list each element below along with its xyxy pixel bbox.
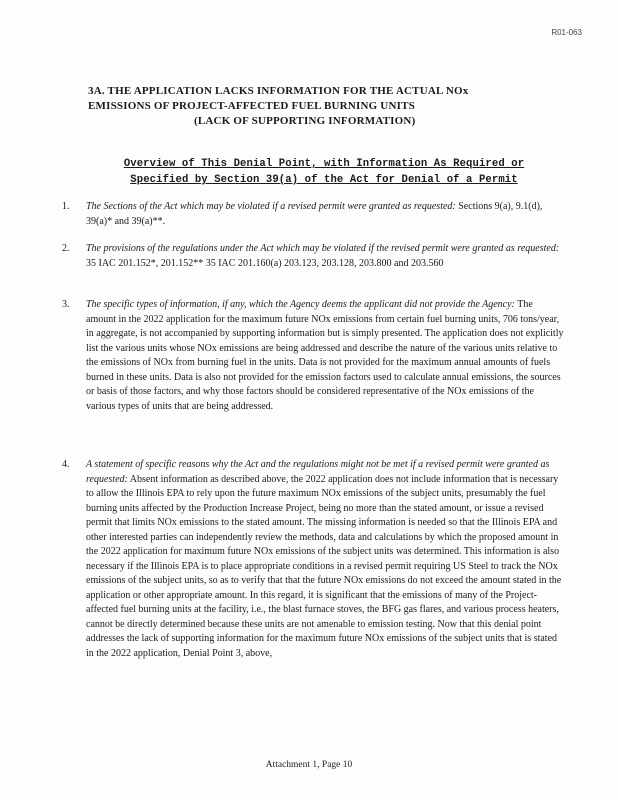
item-number: 4. xyxy=(62,459,70,470)
item-italic-lead: The provisions of the regulations under the Act which may be violated if the revised permit were granted as requested: xyxy=(86,243,560,254)
page-footer: Attachment 1, Page 10 xyxy=(265,760,353,770)
list-item xyxy=(62,298,564,414)
item-number: 1. xyxy=(62,201,70,212)
item-text xyxy=(86,458,564,661)
item-body: The amount in the 2022 application for the maximum future NOx emissions from certain fuel burning units, 706 tons/year, in aggregate, is not accompanied by supporting information but is simply presented. The application does not explicitly list the various units whose NOx emissions are being addressed and describe the nature of the various units relative to the emissions of NOx from burning fuel in the units. Data is not provided for the maximum annual amounts of fuels burned in these units. Data is also not provided for the emission factors used to calculate annual emissions, the sources or basis of those factors, and why those factors should be considered representative of the NOx emissions of the various types of units that are being addressed. xyxy=(86,299,564,412)
list-item xyxy=(62,458,564,661)
overview-title-line-1: Overview of This Denial Point, with Information As Required or xyxy=(123,158,525,170)
item-text xyxy=(86,242,564,271)
item-body: Absent information as described above, the 2022 application does not include information that is necessary to allow the Illinois EPA to rely upon the future maximum NOx emissions of the subject units, presumably the fuel burning units affected by the Production Increase Project, being no more than the stated amount, or issue a revised permit that limits NOx emissions to the stated amount. The missing information is needed so that the Illinois EPA and other interested parties can independently review the methods, data and calculations by which the proposed amount in the 2022 application for maximum future NOx emissions of the subject units was determined. This information is also necessary if the Illinois EPA is to place appropriate conditions in a revised permit requiring US Steel to track the NOx emissions of the subject units, so as to verify that that the future NOx emissions do not exceed the amount stated in the application or other appropriate amount. In this regard, it is significant that the emissions of many of the Project-affected fuel burning units at the facility, i.e., the blast furnace stoves, the BFG gas flares, and various process heaters, cannot be directly determined because these units are not amenable to emission testing. Now that this denial point addresses the lack of supporting information for the maximum future NOx emissions of the subject units that is stated in the 2022 application, Denial Point 3, above, xyxy=(86,473,562,659)
section-heading xyxy=(88,84,548,129)
list-item xyxy=(62,200,564,229)
item-text xyxy=(86,298,564,414)
list-item xyxy=(62,242,564,271)
item-italic-lead: The specific types of information, if any, which the Agency deems the applicant did not provide the Agency: xyxy=(86,299,515,310)
item-body: 35 IAC 201.152*, 201.152** 35 IAC 201.160(a) 203.123, 203.128, 203.800 and 203.560 xyxy=(86,257,444,269)
item-text xyxy=(86,200,564,229)
item-body: Sections 9(a), 9.1(d), 39(a)* and 39(a)**. xyxy=(86,201,543,227)
section-heading-line-2: EMISSIONS OF PROJECT-AFFECTED FUEL BURNING UNITS xyxy=(88,100,415,112)
overview-title-line-2: Specified by Section 39(a) of the Act for Denial of a Permit xyxy=(130,174,518,186)
item-italic-lead: The Sections of the Act which may be violated if a revised permit were granted as requested: xyxy=(86,201,456,212)
item-number: 2. xyxy=(62,243,70,254)
section-heading-line-3: (LACK OF SUPPORTING INFORMATION) xyxy=(194,115,416,127)
item-number: 3. xyxy=(62,299,70,310)
document-id: R01-063 xyxy=(551,28,582,37)
overview-title xyxy=(80,156,568,188)
section-heading-line-1: 3A. THE APPLICATION LACKS INFORMATION FOR THE ACTUAL NOx xyxy=(88,85,469,97)
item-italic-lead: A statement of specific reasons why the Act and the regulations might not be met if a revised permit were granted as requested: xyxy=(86,459,550,485)
